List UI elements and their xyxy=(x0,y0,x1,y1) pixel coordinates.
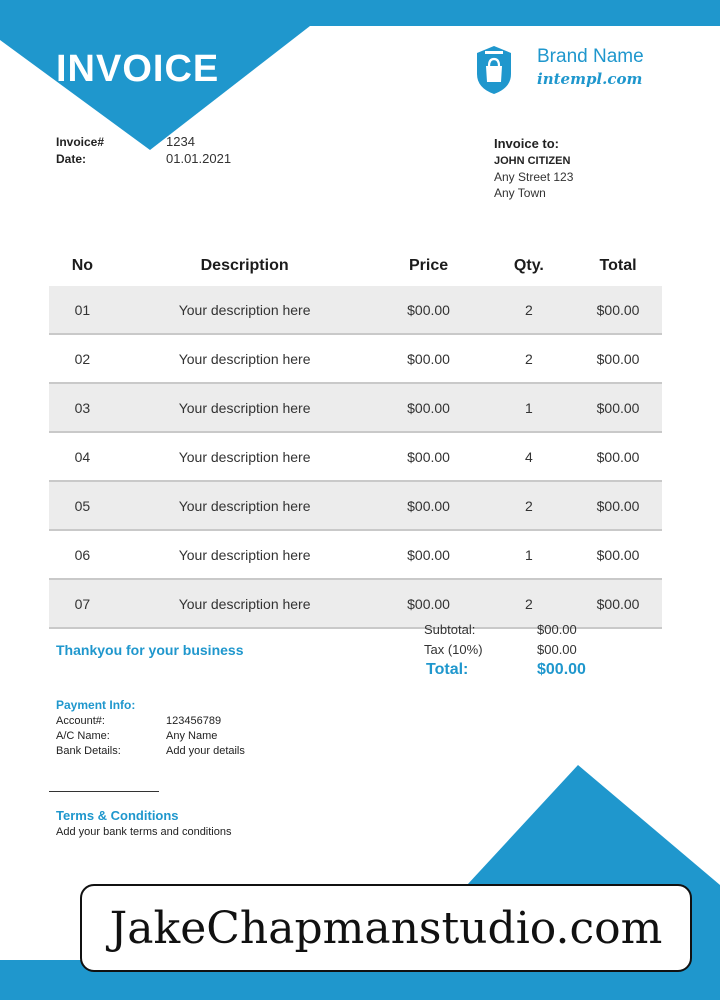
table-header-row xyxy=(49,246,662,286)
cell-description: Your description here xyxy=(116,383,374,432)
thank-you-message: Thankyou for your business xyxy=(56,642,244,658)
brand-name: Brand Name xyxy=(537,46,644,67)
shield-bag-icon xyxy=(474,44,514,96)
customer-address-line1: Any Street 123 xyxy=(494,170,574,184)
watermark-banner xyxy=(80,884,692,972)
table-row xyxy=(49,579,662,628)
total-label: Total: xyxy=(426,661,469,678)
invoice-date-label: Date: xyxy=(56,152,87,166)
cell-description: Your description here xyxy=(116,432,374,481)
account-name-label: A/C Name: xyxy=(56,730,110,742)
table-row xyxy=(49,530,662,579)
cell-qty: 1 xyxy=(484,530,574,579)
table-row xyxy=(49,286,662,334)
account-label: Account#: xyxy=(56,715,105,727)
cell-qty: 1 xyxy=(484,383,574,432)
header-qty: Qty. xyxy=(513,257,544,274)
bank-details-label: Bank Details: xyxy=(56,745,121,757)
cell-no: 07 xyxy=(49,579,116,628)
header-price: Price xyxy=(408,257,449,274)
watermark-text: JakeChapmanstudio.com xyxy=(109,902,663,954)
terms-title: Terms & Conditions xyxy=(56,808,179,823)
cell-qty: 2 xyxy=(484,481,574,530)
cell-qty: 4 xyxy=(484,432,574,481)
invoice-date: 01.01.2021 xyxy=(166,151,232,166)
cell-total: $00.00 xyxy=(574,481,662,530)
invoice-title: INVOICE xyxy=(56,48,220,90)
cell-total: $00.00 xyxy=(574,530,662,579)
cell-no: 01 xyxy=(49,286,116,334)
payment-info-title: Payment Info: xyxy=(56,698,136,712)
invoice-number: 1234 xyxy=(166,134,195,149)
items-table xyxy=(49,246,662,629)
cell-price: $00.00 xyxy=(373,334,483,383)
tax-value: $00.00 xyxy=(537,642,577,657)
cell-total: $00.00 xyxy=(574,286,662,334)
cell-total: $00.00 xyxy=(574,334,662,383)
invoice-number-label: Invoice# xyxy=(56,135,105,149)
cell-description: Your description here xyxy=(116,530,374,579)
terms-text: Add your bank terms and conditions xyxy=(56,826,232,838)
table-row xyxy=(49,334,662,383)
table-row xyxy=(49,481,662,530)
cell-qty: 2 xyxy=(484,286,574,334)
table-row xyxy=(49,383,662,432)
cell-no: 02 xyxy=(49,334,116,383)
cell-qty: 2 xyxy=(484,579,574,628)
table-row xyxy=(49,432,662,481)
header-total: Total xyxy=(599,257,637,274)
account-value: 123456789 xyxy=(166,715,222,727)
cell-description: Your description here xyxy=(116,481,374,530)
cell-price: $00.00 xyxy=(373,530,483,579)
cell-no: 03 xyxy=(49,383,116,432)
cell-price: $00.00 xyxy=(373,286,483,334)
cell-qty: 2 xyxy=(484,334,574,383)
customer-address-line2: Any Town xyxy=(494,186,546,200)
cell-description: Your description here xyxy=(116,334,374,383)
total-value: $00.00 xyxy=(537,661,586,678)
cell-description: Your description here xyxy=(116,579,374,628)
account-name-value: Any Name xyxy=(166,730,218,742)
subtotal-value: $00.00 xyxy=(537,622,577,637)
invoice-to-title: Invoice to: xyxy=(494,136,560,151)
cell-price: $00.00 xyxy=(373,481,483,530)
cell-total: $00.00 xyxy=(574,383,662,432)
cell-no: 06 xyxy=(49,530,116,579)
customer-name: JOHN CITIZEN xyxy=(494,155,571,167)
cell-price: $00.00 xyxy=(373,383,483,432)
cell-total: $00.00 xyxy=(574,432,662,481)
subtotal-label: Subtotal: xyxy=(424,622,476,637)
header-no: No xyxy=(71,257,94,274)
brand-website: intempl.com xyxy=(537,70,643,88)
cell-description: Your description here xyxy=(116,286,374,334)
tax-label: Tax (10%) xyxy=(424,642,483,657)
cell-price: $00.00 xyxy=(373,579,483,628)
terms-divider xyxy=(49,791,159,792)
bank-details-value: Add your details xyxy=(166,745,245,757)
header-description: Description xyxy=(200,257,289,274)
cell-no: 05 xyxy=(49,481,116,530)
cell-price: $00.00 xyxy=(373,432,483,481)
cell-no: 04 xyxy=(49,432,116,481)
cell-total: $00.00 xyxy=(574,579,662,628)
